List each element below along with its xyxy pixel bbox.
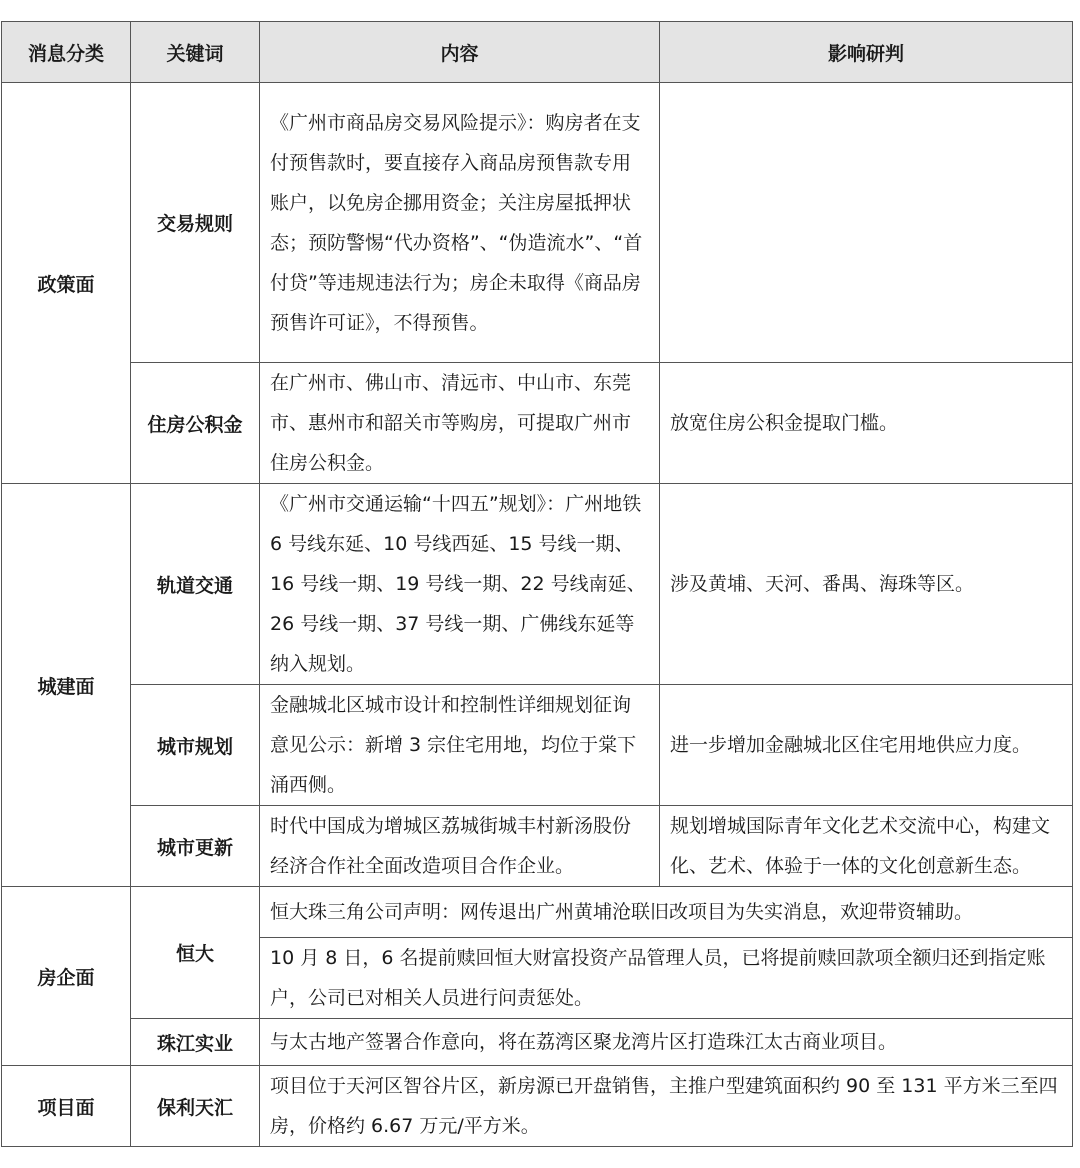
impact-cell: 涉及黄埔、天河、番禺、海珠等区。 [660,484,1073,685]
content-cell: 《广州市交通运输“十四五”规划》：广州地铁 6 号线东延、10 号线西延、15 号线一期、16 号线一期、19 号线一期、22 号线南延、26 号线一期、37 号线一期、广佛线东延等纳入规划。 [260,484,660,685]
category-cell: 房企面 [2,887,131,1066]
header-row [2,22,1073,83]
keyword-cell: 轨道交通 [131,484,260,685]
keyword-cell: 珠江实业 [131,1019,260,1066]
table-row [2,1066,1073,1147]
content-cell: 恒大珠三角公司声明：网传退出广州黄埔沧联旧改项目为失实消息，欢迎带资辅助。 [260,887,1073,938]
content-cell: 10 月 8 日，6 名提前赎回恒大财富投资产品管理人员，已将提前赎回款项全额归还到指定账户，公司已对相关人员进行问责惩处。 [260,938,1073,1019]
header-keyword: 关键词 [131,22,260,83]
table-row [2,685,1073,806]
impact-cell: 进一步增加金融城北区住宅用地供应力度。 [660,685,1073,806]
keyword-cell: 恒大 [131,887,260,1019]
content-cell: 金融城北区城市设计和控制性详细规划征询意见公示：新增 3 宗住宅用地，均位于棠下涌西侧。 [260,685,660,806]
content-cell: 时代中国成为增城区荔城街城丰村新汤股份经济合作社全面改造项目合作企业。 [260,806,660,887]
header-content: 内容 [260,22,660,83]
table-row [2,484,1073,685]
impact-cell: 放宽住房公积金提取门槛。 [660,363,1073,484]
impact-cell [660,83,1073,363]
table-row [2,83,1073,363]
keyword-cell: 住房公积金 [131,363,260,484]
category-cell: 城建面 [2,484,131,887]
news-table [1,21,1073,1147]
impact-cell: 规划增城国际青年文化艺术交流中心，构建文化、艺术、体验于一体的文化创意新生态。 [660,806,1073,887]
table-row [2,806,1073,887]
table-row [2,1019,1073,1066]
keyword-cell: 城市规划 [131,685,260,806]
table-row [2,887,1073,938]
category-cell: 政策面 [2,83,131,484]
content-cell: 在广州市、佛山市、清远市、中山市、东莞市、惠州市和韶关市等购房，可提取广州市住房公积金。 [260,363,660,484]
keyword-cell: 交易规则 [131,83,260,363]
category-cell: 项目面 [2,1066,131,1147]
table-row [2,363,1073,484]
content-cell: 与太古地产签署合作意向，将在荔湾区聚龙湾片区打造珠江太古商业项目。 [260,1019,1073,1066]
content-cell: 《广州市商品房交易风险提示》：购房者在支付预售款时，要直接存入商品房预售款专用账户，以免房企挪用资金；关注房屋抵押状态；预防警惕“代办资格”、“伪造流水”、“首付贷”等违规违法行为；房企未取得《商品房预售许可证》，不得预售。 [260,83,660,363]
header-category: 消息分类 [2,22,131,83]
content-cell: 项目位于天河区智谷片区，新房源已开盘销售，主推户型建筑面积约 90 至 131 平方米三至四房，价格约 6.67 万元/平方米。 [260,1066,1073,1147]
header-impact: 影响研判 [660,22,1073,83]
keyword-cell: 保利天汇 [131,1066,260,1147]
keyword-cell: 城市更新 [131,806,260,887]
